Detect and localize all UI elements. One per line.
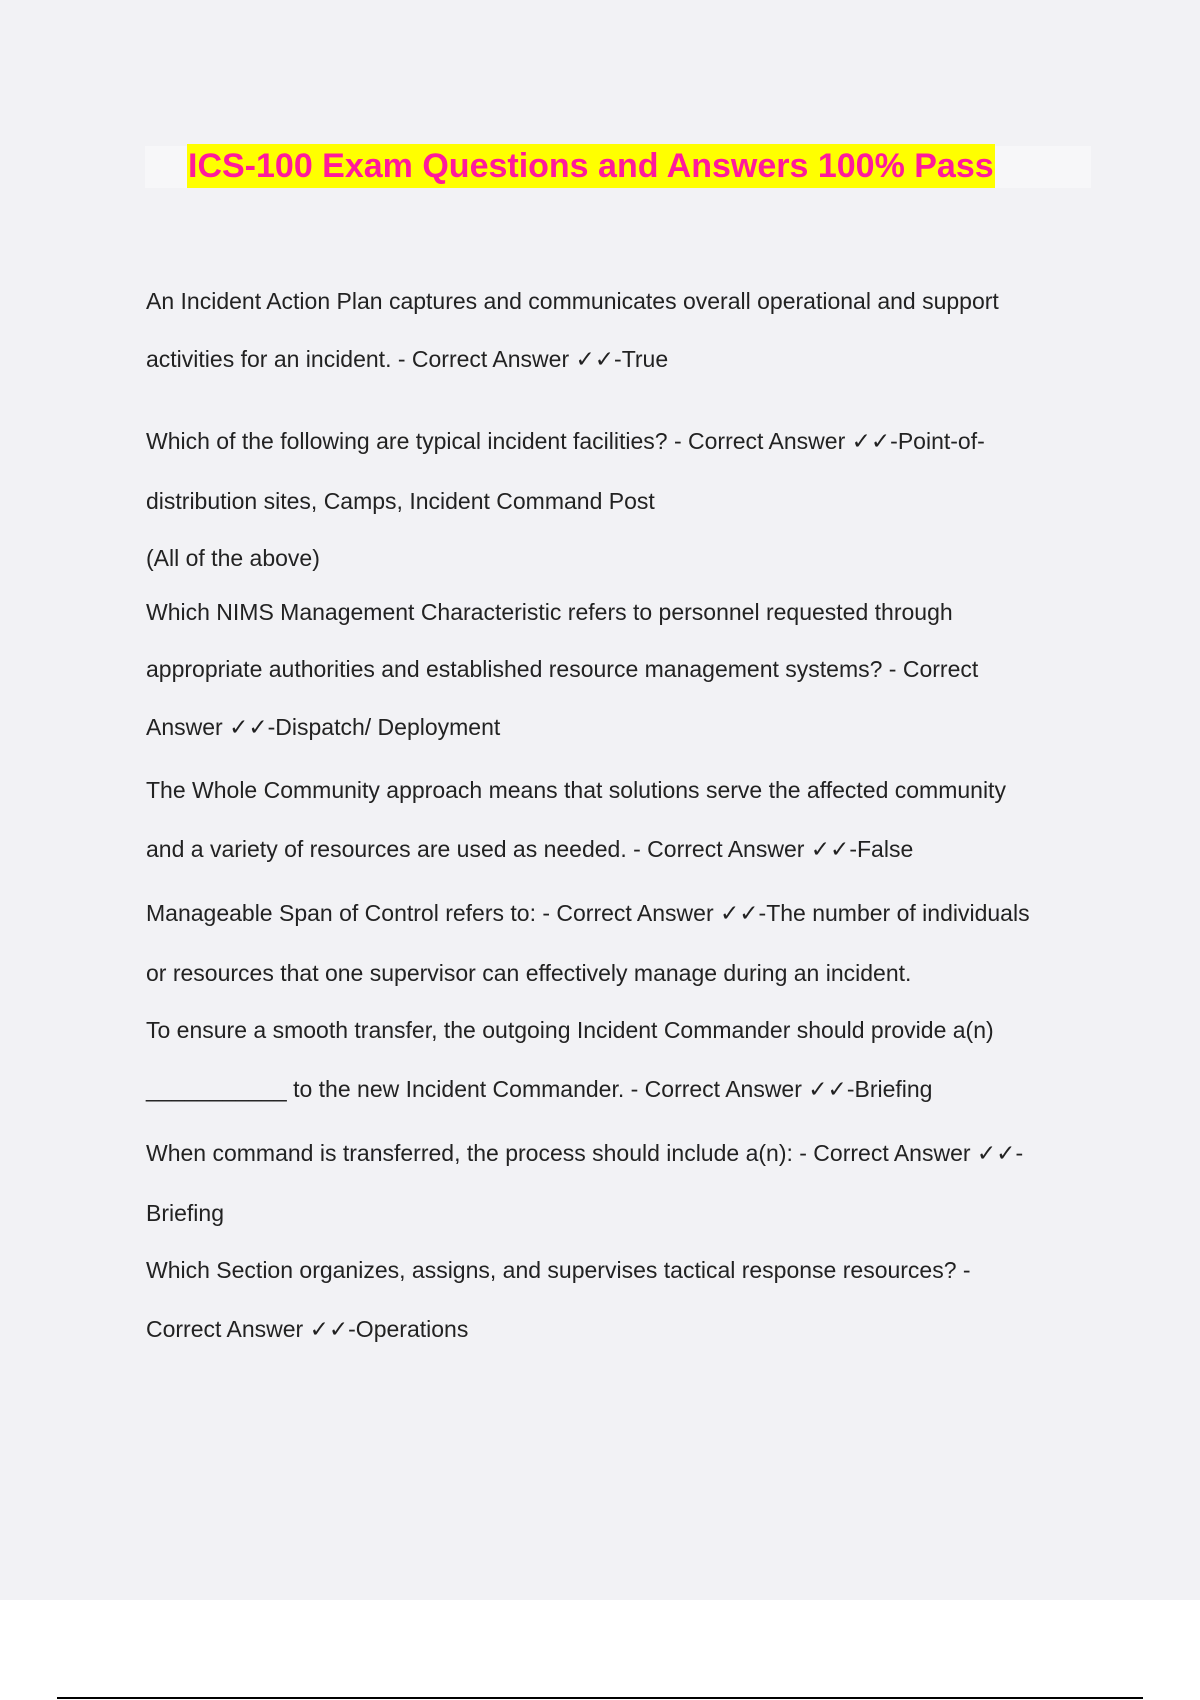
qa-line: ___________ to the new Incident Commander. - Correct Answer ✓✓-Briefing [146, 1076, 933, 1102]
document-title: ICS-100 Exam Questions and Answers 100% Pass [187, 144, 995, 188]
qa-line: appropriate authorities and established resource management systems? - Correct [146, 656, 979, 682]
qa-line: Which of the following are typical incident facilities? - Correct Answer ✓✓-Point-of- [146, 428, 985, 454]
qa-line: and a variety of resources are used as needed. - Correct Answer ✓✓-False [146, 836, 914, 862]
qa-line: or resources that one supervisor can effectively manage during an incident. [146, 960, 912, 986]
qa-line: Which Section organizes, assigns, and supervises tactical response resources? - [146, 1257, 971, 1283]
qa-line: distribution sites, Camps, Incident Command Post [146, 488, 655, 514]
qa-line: When command is transferred, the process should include a(n): - Correct Answer ✓✓- [146, 1140, 1024, 1166]
qa-line: Manageable Span of Control refers to: - Correct Answer ✓✓-The number of individuals [146, 900, 1030, 926]
qa-line: Which NIMS Management Characteristic refers to personnel requested through [146, 599, 953, 625]
qa-line: The Whole Community approach means that solutions serve the affected community [146, 777, 1006, 803]
qa-line: Briefing [146, 1200, 224, 1226]
qa-line: An Incident Action Plan captures and communicates overall operational and support [146, 288, 999, 314]
qa-line: activities for an incident. - Correct Answer ✓✓-True [146, 346, 669, 372]
qa-line: Answer ✓✓-Dispatch/ Deployment [146, 714, 501, 740]
qa-line: (All of the above) [146, 545, 320, 571]
footer-divider [57, 1697, 1143, 1699]
qa-line: To ensure a smooth transfer, the outgoing Incident Commander should provide a(n) [146, 1017, 994, 1043]
qa-line: Correct Answer ✓✓-Operations [146, 1316, 469, 1342]
